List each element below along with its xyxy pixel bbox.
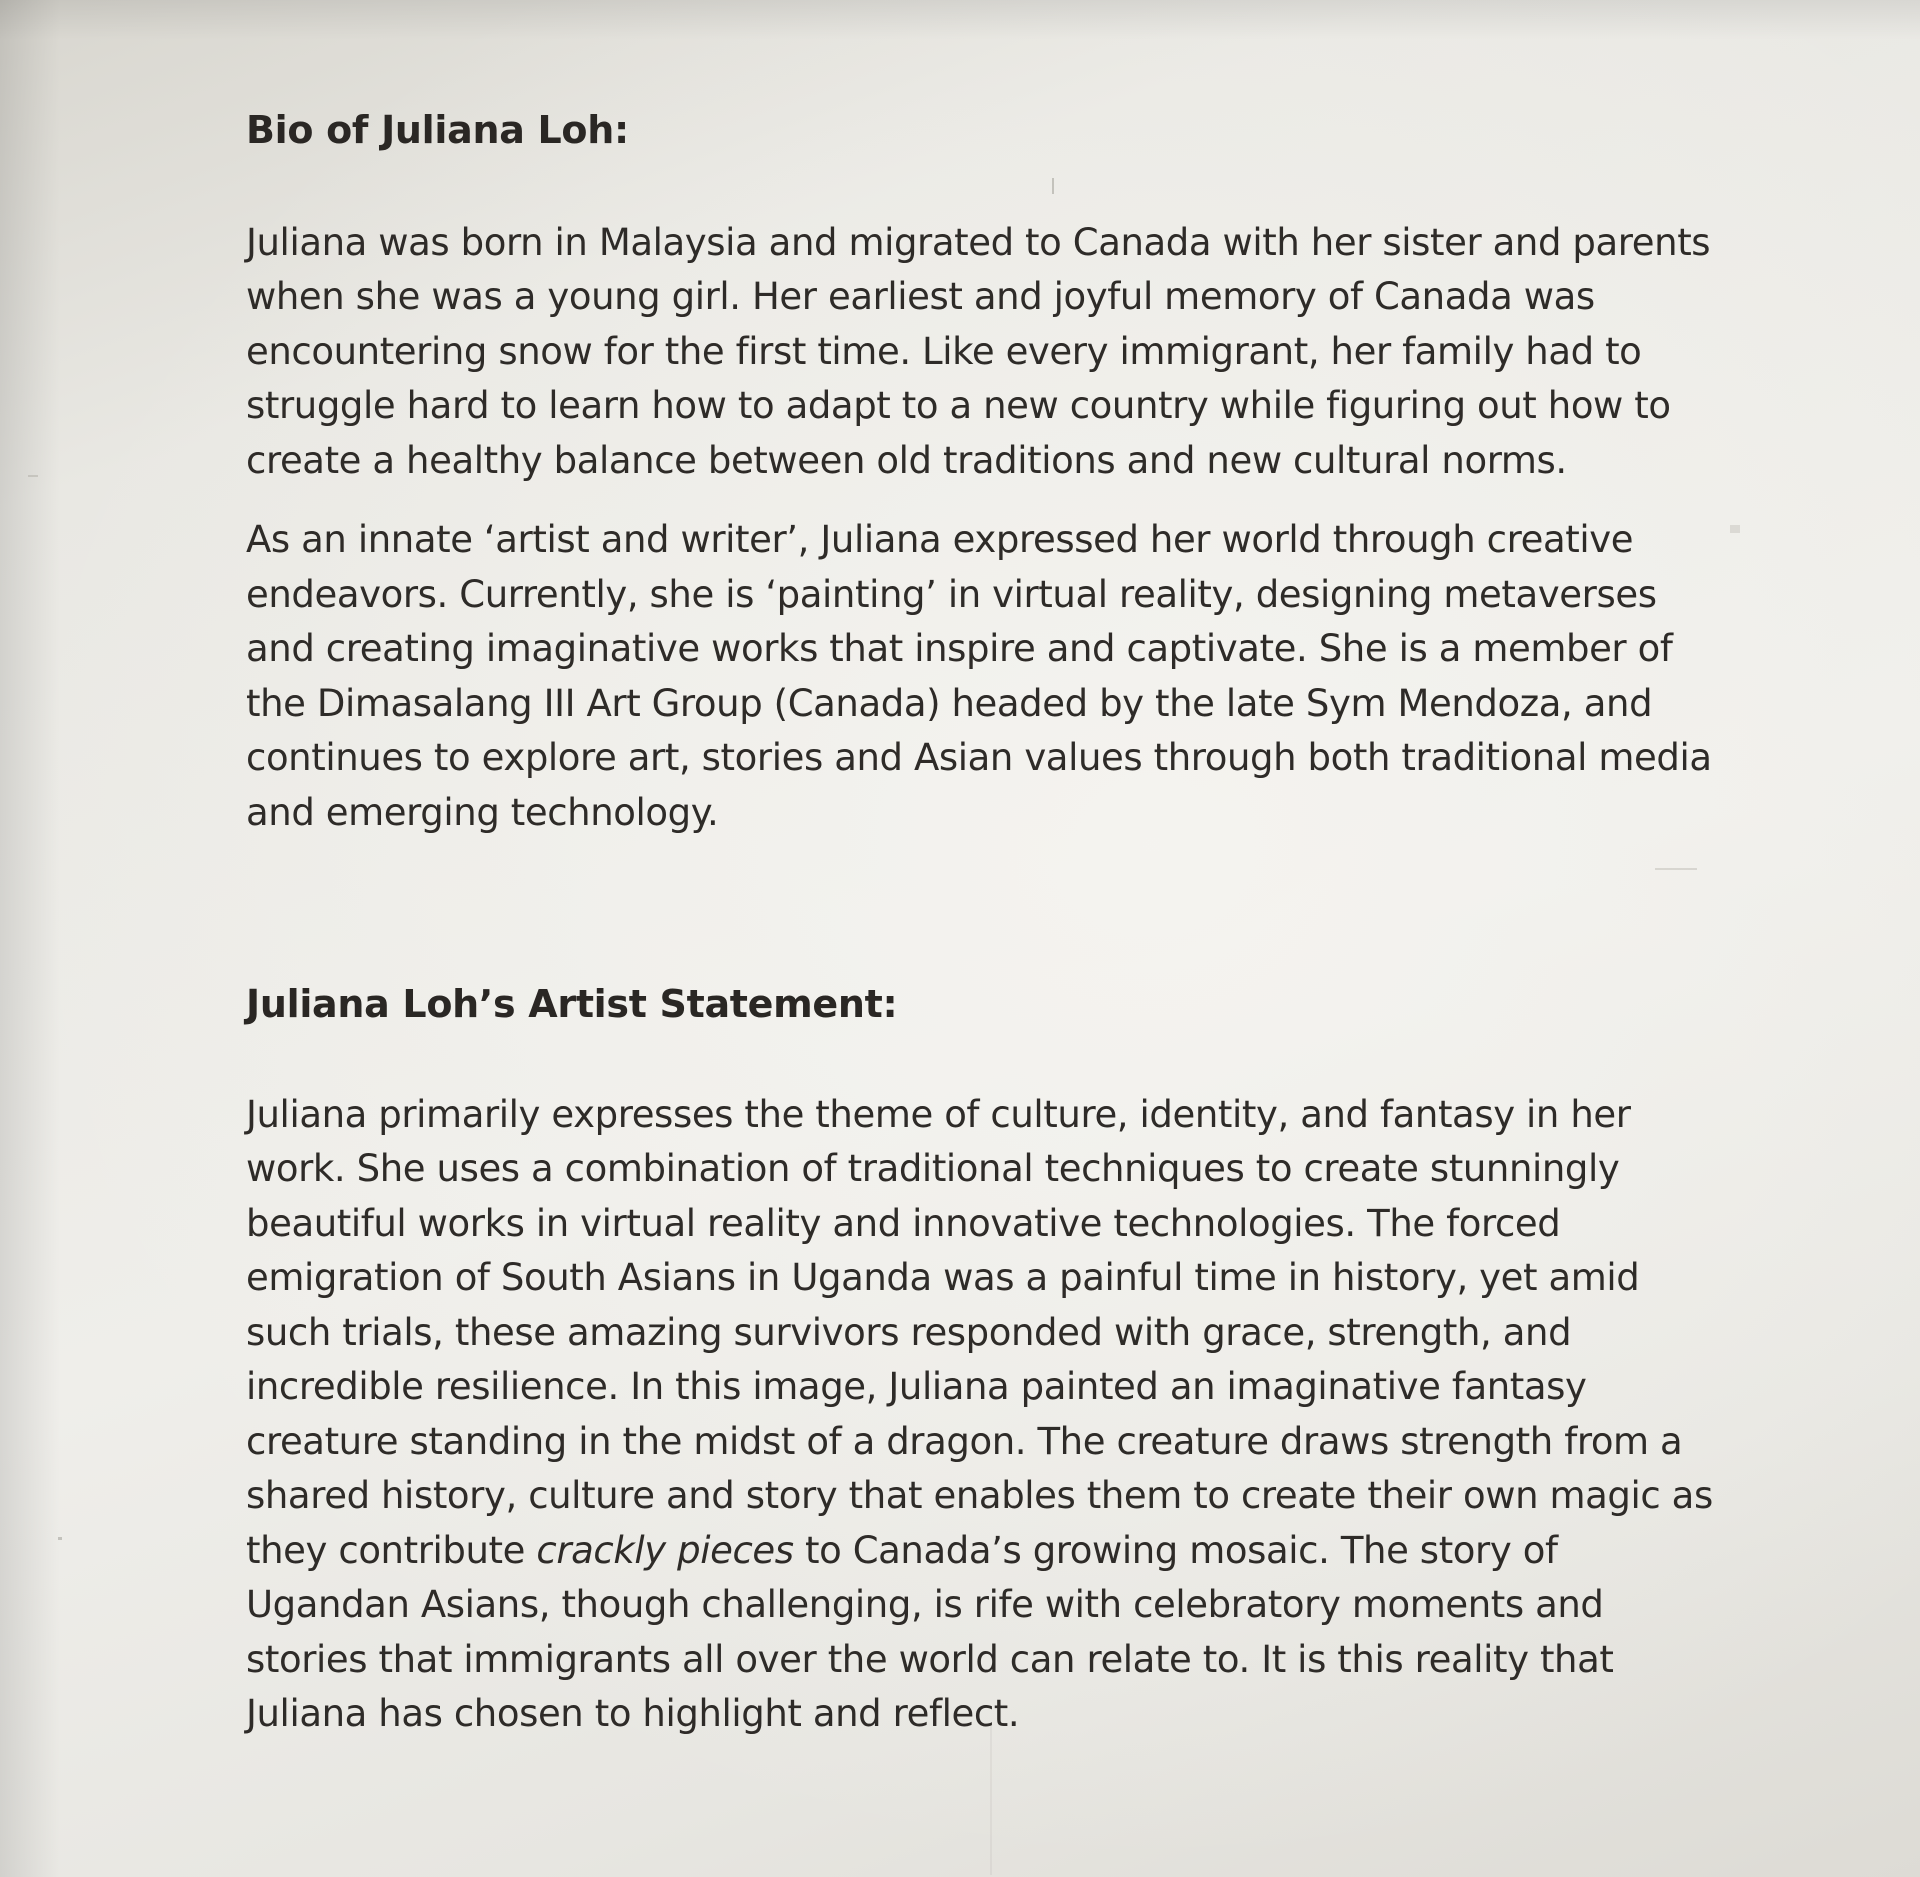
document-content bbox=[246, 108, 1726, 1742]
statement-heading: Juliana Loh’s Artist Statement: bbox=[246, 982, 898, 1027]
top-shadow bbox=[0, 0, 1920, 40]
paper-speck bbox=[1730, 525, 1740, 533]
statement-text-part-2: to Canada’s growing mosaic. The story of Ugandan Asians, though challenging, is rife with celebratory moments and stories that immigrants all over the world can relate to. It is this reality that Juliana has chosen to highlight and reflect. bbox=[246, 1528, 1614, 1736]
paper-speck bbox=[990, 1725, 992, 1875]
statement-text-part-1: Juliana primarily expresses the theme of culture, identity, and fantasy in her work. She uses a combination of traditional techniques to create stunningly beautiful works in virtual reality and innovative technologies. The forced emigration of South Asians in Uganda was a painful time in history, yet amid such trials, these amazing survivors responded with grace, strength, and incredible resilience. In this image, Juliana painted an imaginative fantasy creature standing in the midst of a dragon. The creature draws strength from a shared history, culture and story that enables them to create their own magic as they contribute bbox=[246, 1092, 1713, 1572]
statement-paragraph bbox=[246, 1088, 1726, 1742]
bio-paragraph-2: As an innate ‘artist and writer’, Juliana expressed her world through creative endeavors. Currently, she is ‘painting’ in virtual reality, designing metaverses and creating imaginative works that inspire and captivate. She is a member of the Dimasalang III Art Group (Canada) headed by the late Sym Mendoza, and continues to explore art, stories and Asian values through both traditional media and emerging technology. bbox=[246, 518, 1712, 834]
artist-statement-section bbox=[246, 982, 1726, 1742]
left-shadow bbox=[0, 0, 60, 1877]
paper-speck bbox=[58, 1537, 62, 1540]
statement-italic-phrase: crackly pieces bbox=[536, 1528, 794, 1572]
bio-section bbox=[246, 108, 1726, 840]
bio-heading: Bio of Juliana Loh: bbox=[246, 108, 629, 152]
bio-paragraph-1: Juliana was born in Malaysia and migrated to Canada with her sister and parents when she was a young girl. Her earliest and joyful memory of Canada was encountering snow for the first time. Like every immigrant, her family had to struggle hard to learn how to adapt to a new country while figuring out how to create a healthy balance between old traditions and new cultural norms. bbox=[246, 220, 1711, 482]
paper-speck bbox=[28, 475, 38, 477]
